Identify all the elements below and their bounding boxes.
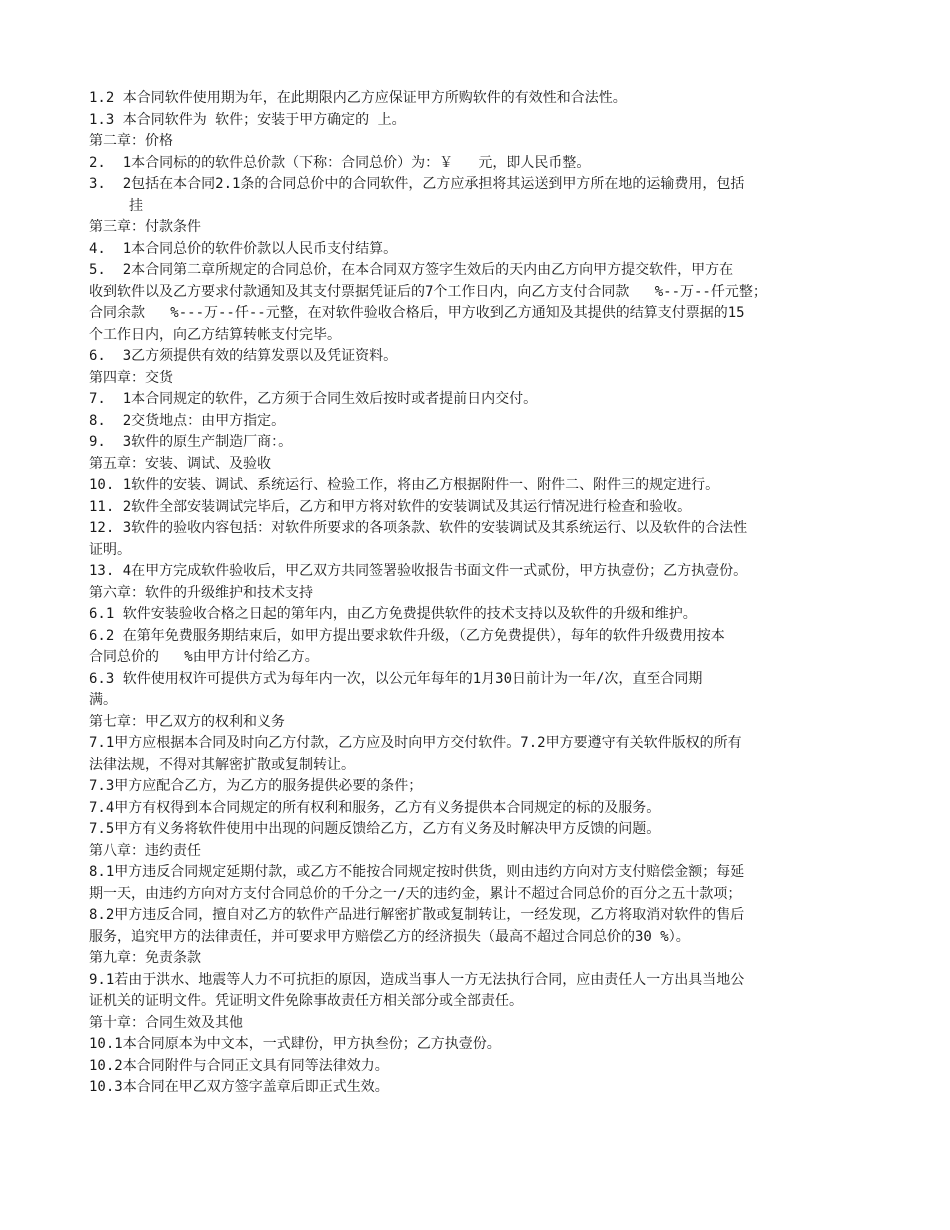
clause-5-continued-3: 个工作日内，向乙方结算转帐支付完毕。 xyxy=(89,326,341,343)
clause-9-1-continued: 证机关的证明文件。凭证明文件免除事故责任方相关部分或全部责任。 xyxy=(89,993,523,1009)
clause-1-3: 1.3 本合同软件为 软件；安装于甲方确定的 上。 xyxy=(89,111,406,128)
chapter-7-heading: 第七章：甲乙双方的权利和义务 xyxy=(89,713,285,730)
clause-3: 3. 2包括在本合同2.1条的合同总价中的合同软件，乙方应承担将其运送到甲方所在地的运输费用，包括 xyxy=(89,176,745,192)
chapter-3-heading: 第三章：付款条件 xyxy=(89,219,201,235)
clause-6-3: 6.3 软件使用权许可提供方式为每年内一次，以公元年每年的1月30日前计为一年/次，直至合同期 xyxy=(89,670,703,687)
clause-8-1-continued: 期一天，由违约方向对方支付合同总价的千分之一/天的违约金，累计不超过合同总价的百分之五十款项； xyxy=(89,885,742,902)
clause-13: 13. 4在甲方完成软件验收后，甲乙双方共同签署验收报告书面文件一式贰份，甲方执壹份；乙方执壹份。 xyxy=(89,563,748,579)
clause-3-continued: 挂 xyxy=(129,197,143,214)
clause-5-continued-1: 收到软件以及乙方要求付款通知及其支付票据凭证后的7个工作日内，向乙方支付合同款 %--万--仟元整； xyxy=(89,283,767,300)
clause-7-5: 7.5甲方有义务将软件使用中出现的问题反馈给乙方，乙方有义务及时解决甲方反馈的问题。 xyxy=(89,821,661,837)
clause-5-continued-2: 合同余款 %---万--仟--元整，在对软件验收合格后，甲方收到乙方通知及其提供的结算支付票据的15 xyxy=(89,305,745,321)
chapter-10-heading: 第十章：合同生效及其他 xyxy=(89,1014,243,1031)
chapter-2-heading: 第二章：价格 xyxy=(89,133,173,149)
clause-7-3: 7.3甲方应配合乙方，为乙方的服务提供必要的条件； xyxy=(89,778,423,794)
clause-1-2: 1.2 本合同软件使用期为年，在此期限内乙方应保证甲方所购软件的有效性和合法性。 xyxy=(89,90,627,106)
clause-6-1: 6.1 软件安装验收合格之日起的第年内，由乙方免费提供软件的技术支持以及软件的升级和维护。 xyxy=(89,606,697,622)
clause-12: 12. 3软件的验收内容包括：对软件所要求的各项条款、软件的安装调试及其系统运行、以及软件的合法性 xyxy=(89,520,748,536)
clause-8-2-continued: 服务，追究甲方的法律责任，并可要求甲方赔偿乙方的经济损失（最高不超过合同总价的30 %）。 xyxy=(89,928,690,945)
chapter-5-heading: 第五章：安装、调试、及验收 xyxy=(89,455,271,472)
clause-12-continued: 证明。 xyxy=(89,541,131,558)
clause-2: 2. 1本合同标的的软件总价款（下称：合同总价）为：￥ 元，即人民币整。 xyxy=(89,154,591,171)
chapter-4-heading: 第四章：交货 xyxy=(89,369,173,386)
clause-10-2: 10.2本合同附件与合同正文具有同等法律效力。 xyxy=(89,1057,389,1074)
clause-7-1: 7.1甲方应根据本合同及时向乙方付款，乙方应及时向甲方交付软件。7.2甲方要遵守有关软件版权的所有 xyxy=(89,735,742,751)
clause-4: 4. 1本合同总价的软件价款以人民币支付结算。 xyxy=(89,240,398,257)
clause-6: 6. 3乙方须提供有效的结算发票以及凭证资料。 xyxy=(89,348,398,364)
clause-9: 9. 3软件的原生产制造厂商：。 xyxy=(89,434,293,450)
clause-8-2: 8.2甲方违反合同，擅自对乙方的软件产品进行解密扩散或复制转让，一经发现，乙方将取消对软件的售后 xyxy=(89,907,745,923)
clause-10-1: 10.1本合同原本为中文本，一式肆份，甲方执叁份；乙方执壹份。 xyxy=(89,1036,501,1052)
clause-5: 5. 2本合同第二章所规定的合同总价，在本合同双方签字生效后的天内由乙方向甲方提交软件，甲方在 xyxy=(89,262,734,278)
clause-11: 11. 2软件全部安装调试完毕后，乙方和甲方将对软件的安装调试及其运行情况进行检查和验收。 xyxy=(89,498,692,515)
clause-6-2-continued: 合同总价的 %由甲方计付给乙方。 xyxy=(89,649,319,665)
clause-8: 8. 2交货地点：由甲方指定。 xyxy=(89,412,286,429)
clause-7: 7. 1本合同规定的软件，乙方须于合同生效后按时或者提前日内交付。 xyxy=(89,391,538,407)
chapter-6-heading: 第六章：软件的升级维护和技术支持 xyxy=(89,584,313,601)
clause-7-1-continued: 法律法规，不得对其解密扩散或复制转让。 xyxy=(89,756,355,773)
contract-document xyxy=(89,88,869,1099)
clause-6-3-continued: 满。 xyxy=(89,692,117,708)
clause-9-1: 9.1若由于洪水、地震等人力不可抗拒的原因，造成当事人一方无法执行合同，应由责任人一方出具当地公 xyxy=(89,971,745,988)
clause-6-2: 6.2 在第年免费服务期结束后，如甲方提出要求软件升级，（乙方免费提供），每年的软件升级费用按本 xyxy=(89,627,725,644)
clause-10: 10. 1软件的安装、调试、系统运行、检验工作，将由乙方根据附件一、附件二、附件三的规定进行。 xyxy=(89,477,720,493)
clause-10-3: 10.3本合同在甲乙双方签字盖章后即正式生效。 xyxy=(89,1079,389,1095)
chapter-9-heading: 第九章：免责条款 xyxy=(89,950,201,966)
clause-7-4: 7.4甲方有权得到本合同规定的所有权利和服务，乙方有义务提供本合同规定的标的及服务。 xyxy=(89,799,661,816)
chapter-8-heading: 第八章：违约责任 xyxy=(89,842,201,859)
clause-8-1: 8.1甲方违反合同规定延期付款，或乙方不能按合同规定按时供货，则由违约方向对方支付赔偿金额；每延 xyxy=(89,864,745,880)
